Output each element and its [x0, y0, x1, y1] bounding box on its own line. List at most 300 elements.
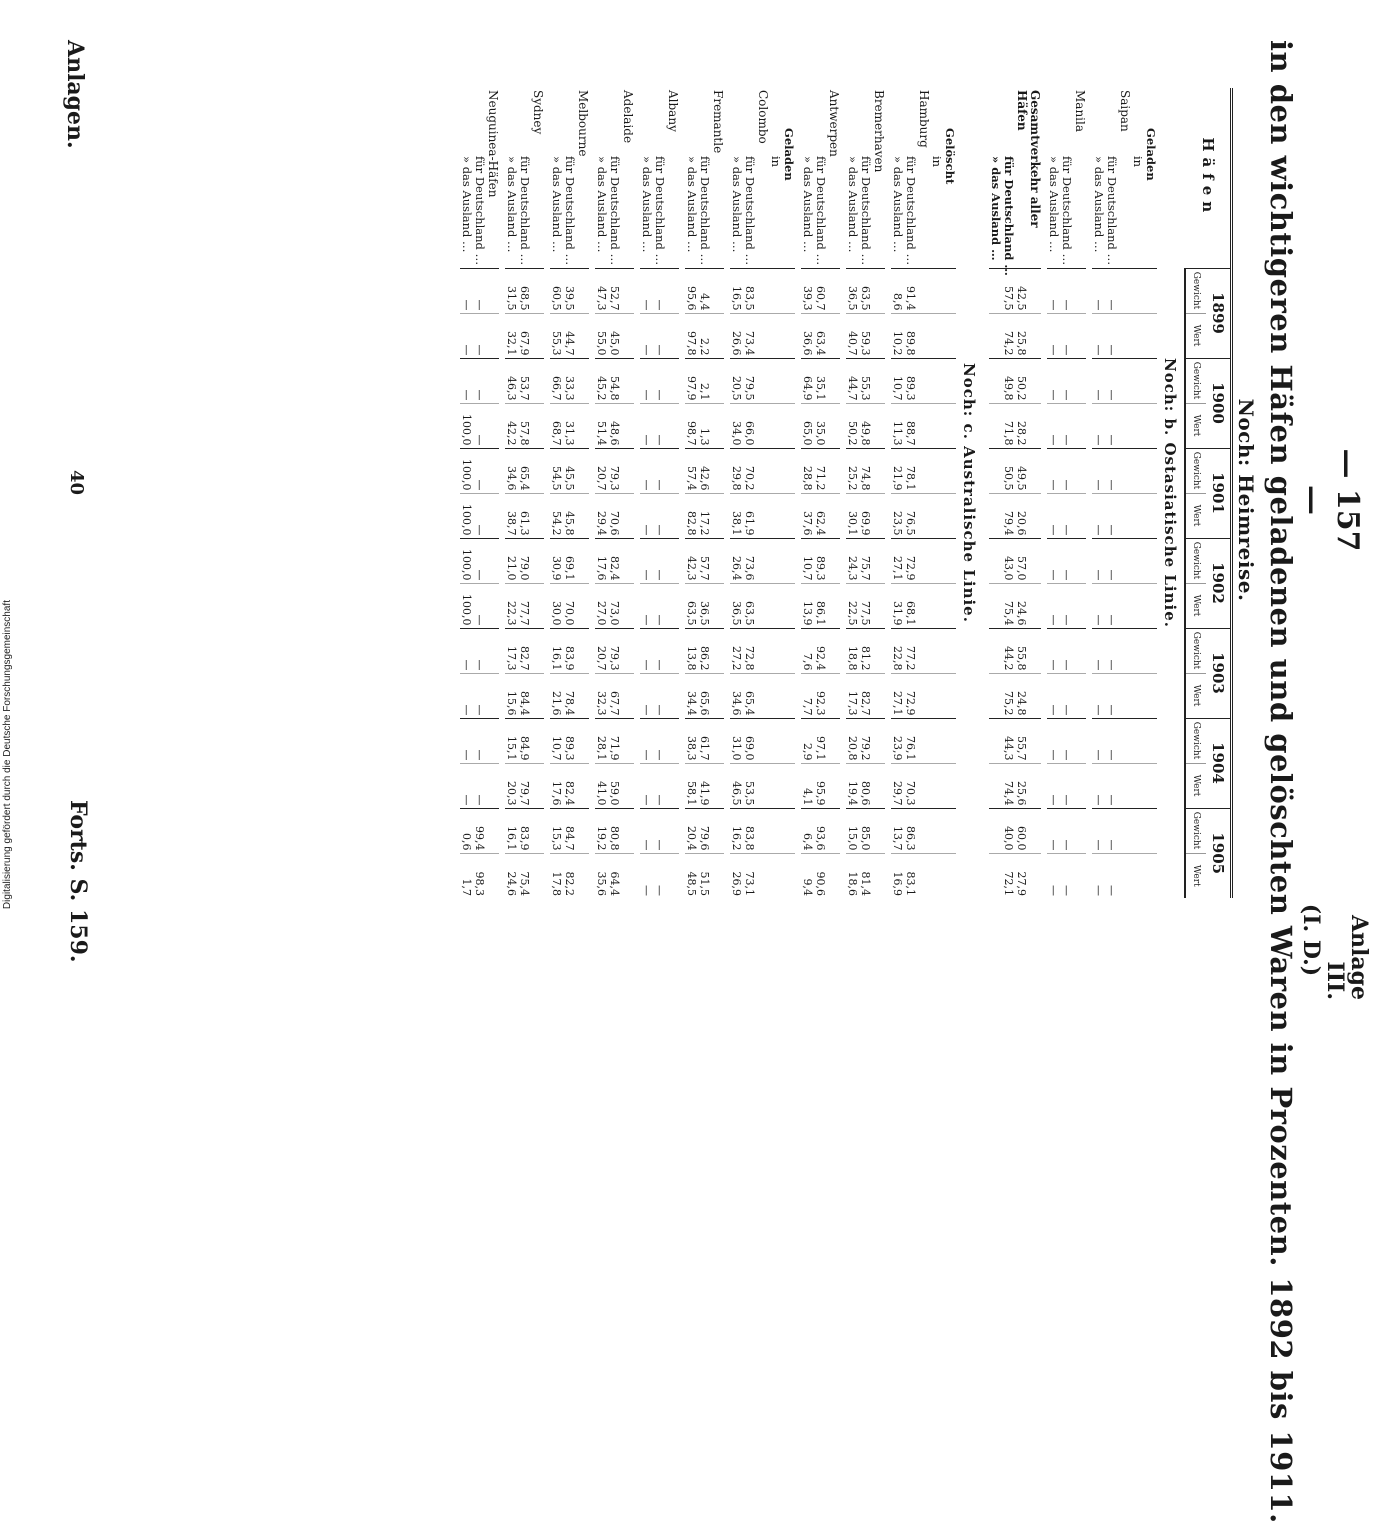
cell-spacer [756, 271, 769, 311]
cell-spacer [486, 766, 499, 806]
gewicht-cell [730, 628, 769, 673]
empty-cell [930, 808, 956, 853]
value-ausland: 50,2 [846, 421, 859, 446]
value-deutschland: — [1060, 885, 1073, 896]
value-deutschland: — [653, 434, 666, 446]
cell-spacer [1073, 586, 1086, 626]
value-ausland: 31,9 [891, 601, 904, 626]
value-deutschland: 2,1 [698, 383, 711, 401]
value-ausland: 31,5 [505, 286, 518, 311]
value-deutschland: 54,8 [608, 376, 621, 401]
cell-spacer [872, 451, 885, 491]
cell-spacer [872, 496, 885, 536]
value-deutschland: 75,4 [518, 871, 531, 896]
value-deutschland: 79,3 [608, 646, 621, 671]
port-name: Albany [666, 90, 680, 132]
wert-cell [730, 763, 769, 808]
value-ausland: 74,4 [1002, 781, 1015, 806]
value-deutschland: 66,0 [743, 421, 756, 446]
value-ausland: — [1047, 704, 1060, 716]
cell-spacer [1073, 856, 1086, 897]
port-cell [640, 88, 679, 268]
value-deutschland: — [1060, 569, 1073, 581]
value-deutschland: — [1105, 614, 1118, 626]
wert-cell [550, 853, 589, 898]
value-ausland: 20,7 [595, 646, 608, 671]
wert-cell [1047, 763, 1086, 808]
wert-cell [685, 313, 724, 358]
value-ausland: 44,7 [846, 376, 859, 401]
empty-cell [1131, 673, 1157, 718]
value-ausland: — [1092, 389, 1105, 401]
gewicht-cell [846, 808, 885, 853]
value-deutschland: 70,0 [563, 601, 576, 626]
value-deutschland: 50,2 [1015, 376, 1028, 401]
empty-cell [1131, 718, 1157, 763]
empty-cell [769, 448, 795, 493]
value-ausland: 100,0 [460, 594, 473, 626]
value-deutschland: — [1060, 614, 1073, 626]
value-ausland: — [1092, 299, 1105, 311]
cell-spacer [666, 271, 679, 311]
port-name: Bremerhaven [872, 90, 886, 173]
cell-spacer [827, 451, 840, 491]
wert-cell [460, 313, 499, 358]
value-ausland: 36,5 [730, 601, 743, 626]
cell-spacer [756, 361, 769, 401]
value-deutschland: 39,5 [563, 286, 576, 311]
value-deutschland: 41,9 [698, 781, 711, 806]
wert-cell [550, 313, 589, 358]
empty-cell [1131, 268, 1157, 313]
value-ausland: 47,3 [595, 286, 608, 311]
value-ausland: 18,8 [846, 646, 859, 671]
cell-spacer [711, 541, 724, 581]
value-ausland: — [1092, 344, 1105, 356]
gewicht-cell [846, 448, 885, 493]
gewicht-cell [730, 268, 769, 313]
value-ausland: — [1092, 704, 1105, 716]
cell-spacer [621, 316, 634, 356]
value-deutschland: — [1060, 839, 1073, 851]
port-name: Neuguinea-Häfen [486, 90, 500, 198]
value-ausland: 97,8 [685, 331, 698, 356]
cell-spacer [486, 361, 499, 401]
cell-spacer [711, 451, 724, 491]
cell-spacer [576, 721, 589, 761]
value-ausland: — [640, 299, 653, 311]
cell-spacer [1073, 676, 1086, 716]
value-ausland: 32,3 [595, 691, 608, 716]
wert-cell [505, 673, 544, 718]
value-ausland: 15,1 [505, 736, 518, 761]
value-deutschland: — [473, 569, 486, 581]
value-deutschland: — [653, 569, 666, 581]
value-ausland: 25,2 [846, 466, 859, 491]
value-ausland: 54,2 [550, 511, 563, 536]
empty-cell [930, 853, 956, 898]
section-heading: Noch: b. Ostasiatische Linie. [1161, 358, 1179, 628]
value-deutschland: — [1105, 479, 1118, 491]
wert-cell [989, 403, 1041, 448]
value-deutschland: 76,1 [904, 736, 917, 761]
value-ausland: 97,9 [685, 376, 698, 401]
gewicht-cell [989, 448, 1041, 493]
value-ausland: 100,0 [460, 549, 473, 581]
value-ausland: 100,0 [460, 414, 473, 446]
value-deutschland: 90,6 [814, 871, 827, 896]
group-heading [1131, 88, 1157, 268]
value-ausland: 16,2 [730, 826, 743, 851]
wert-header: Wert [1185, 403, 1206, 448]
wert-cell [640, 673, 679, 718]
cell-spacer [1118, 496, 1131, 536]
value-ausland: 17,6 [550, 781, 563, 806]
cell-spacer [1073, 766, 1086, 806]
wert-cell [595, 853, 634, 898]
cell-spacer [1118, 586, 1131, 626]
value-ausland: — [640, 569, 653, 581]
dest-deutschland: für Deutschland … [518, 156, 532, 266]
cell-spacer [827, 541, 840, 581]
value-ausland: 27,1 [891, 556, 904, 581]
cell-spacer [621, 676, 634, 716]
value-ausland: 21,6 [550, 691, 563, 716]
table-body [454, 88, 1185, 898]
footer-number: 40 [66, 470, 87, 496]
table-row [595, 88, 634, 898]
empty-cell [769, 718, 795, 763]
wert-cell [730, 403, 769, 448]
value-deutschland: 74,8 [859, 466, 872, 491]
value-ausland: — [460, 659, 473, 671]
value-ausland: 17,6 [595, 556, 608, 581]
value-ausland: — [460, 299, 473, 311]
gewicht-cell [891, 718, 930, 763]
cell-spacer [1118, 451, 1131, 491]
value-ausland: — [640, 885, 653, 896]
value-deutschland: 24,8 [1015, 691, 1028, 716]
value-deutschland: 78,1 [904, 466, 917, 491]
value-ausland: 100,0 [460, 459, 473, 491]
cell-spacer [711, 406, 724, 446]
value-ausland: 28,1 [595, 736, 608, 761]
value-deutschland: 65,6 [698, 691, 711, 716]
value-ausland: 11,3 [891, 421, 904, 446]
dest-ausland: » das Ausland … [550, 156, 564, 253]
value-deutschland: 36,5 [698, 601, 711, 626]
value-ausland: — [460, 389, 473, 401]
value-deutschland: 82,7 [518, 646, 531, 671]
gewicht-cell [595, 358, 634, 403]
wert-cell [685, 493, 724, 538]
gewicht-cell [891, 628, 930, 673]
value-ausland: — [640, 344, 653, 356]
wert-cell [846, 853, 885, 898]
value-deutschland: 83,5 [743, 286, 756, 311]
value-deutschland: 82,7 [859, 691, 872, 716]
value-ausland: 17,3 [505, 646, 518, 671]
cell-spacer [711, 856, 724, 897]
gewicht-cell [846, 718, 885, 763]
value-ausland: — [1092, 749, 1105, 761]
value-ausland: 100,0 [460, 504, 473, 536]
empty-cell [769, 403, 795, 448]
wert-cell [801, 583, 840, 628]
value-deutschland: 97,1 [814, 736, 827, 761]
value-ausland: 24,6 [505, 871, 518, 896]
value-deutschland: 24,6 [1015, 601, 1028, 626]
value-ausland: 18,6 [846, 871, 859, 896]
wert-cell [989, 583, 1041, 628]
gewicht-cell [1047, 538, 1086, 583]
cell-spacer [666, 811, 679, 851]
value-deutschland: — [1105, 885, 1118, 896]
wert-cell [595, 673, 634, 718]
value-ausland: 10,7 [801, 556, 814, 581]
value-deutschland: — [1105, 794, 1118, 806]
section-heading-row [956, 88, 983, 898]
cell-spacer [872, 811, 885, 851]
cell-spacer [711, 766, 724, 806]
value-deutschland: — [1060, 524, 1073, 536]
cell-spacer [872, 676, 885, 716]
gewicht-cell [505, 628, 544, 673]
gewicht-cell [801, 358, 840, 403]
cell-spacer [1028, 856, 1041, 897]
value-ausland: 17,8 [550, 871, 563, 896]
value-ausland: — [640, 479, 653, 491]
value-deutschland: 44,7 [563, 331, 576, 356]
value-deutschland: 83,8 [743, 826, 756, 851]
value-ausland: 71,8 [1002, 421, 1015, 446]
empty-cell [930, 313, 956, 358]
cell-spacer [486, 586, 499, 626]
hafen-header: Häfen [1185, 88, 1232, 268]
gewicht-cell [801, 808, 840, 853]
empty-cell [930, 268, 956, 313]
value-ausland: 23,5 [891, 511, 904, 536]
value-ausland: 19,4 [846, 781, 859, 806]
value-ausland: 10,7 [891, 376, 904, 401]
cell-spacer [1073, 361, 1086, 401]
cell-spacer [917, 631, 930, 671]
cell-spacer [711, 361, 724, 401]
gewicht-cell [595, 448, 634, 493]
empty-cell [1131, 448, 1157, 493]
wert-cell [640, 583, 679, 628]
cell-spacer [756, 676, 769, 716]
value-deutschland: 53,5 [743, 781, 756, 806]
wert-cell [1092, 763, 1131, 808]
value-ausland: 30,0 [550, 601, 563, 626]
port-cell [460, 88, 499, 268]
value-ausland: 29,4 [595, 511, 608, 536]
value-deutschland: 99,4 [473, 826, 486, 851]
value-deutschland: 61,7 [698, 736, 711, 761]
value-ausland: 1,7 [460, 878, 473, 896]
cell-spacer [917, 811, 930, 851]
value-deutschland: — [653, 524, 666, 536]
wert-cell [801, 403, 840, 448]
wert-cell [846, 763, 885, 808]
cell-spacer [756, 451, 769, 491]
digitization-note: Digitalisierung gefördert durch die Deutsche Forschungsgemeinschaft [2, 600, 13, 910]
cell-spacer [621, 811, 634, 851]
value-ausland: 34,6 [505, 466, 518, 491]
value-deutschland: — [1060, 299, 1073, 311]
dest-deutschland: für Deutschland … [1060, 156, 1074, 266]
year-header: 1900 [1206, 358, 1232, 448]
year-header: 1902 [1206, 538, 1232, 628]
value-deutschland: 89,3 [563, 736, 576, 761]
gewicht-header: Gewicht [1185, 718, 1206, 763]
cell-spacer [711, 316, 724, 356]
cell-spacer [917, 496, 930, 536]
value-deutschland: 27,9 [1015, 871, 1028, 896]
wert-cell [1047, 403, 1086, 448]
value-deutschland: — [1060, 389, 1073, 401]
value-ausland: — [640, 704, 653, 716]
value-deutschland: 42,6 [698, 466, 711, 491]
empty-cell [1131, 403, 1157, 448]
gewicht-cell [730, 718, 769, 763]
port-cell [685, 88, 724, 268]
value-deutschland: — [473, 344, 486, 356]
table-row [730, 88, 769, 898]
value-deutschland: 71,9 [608, 736, 621, 761]
cell-spacer [1028, 271, 1041, 311]
empty-cell [930, 763, 956, 808]
section-heading: Noch: c. Australische Linie. [960, 363, 978, 623]
gewicht-cell [460, 538, 499, 583]
value-ausland: — [460, 704, 473, 716]
gewicht-cell [730, 448, 769, 493]
cell-spacer [531, 271, 544, 311]
value-deutschland: 57,0 [1015, 556, 1028, 581]
wert-cell [846, 583, 885, 628]
gewicht-cell [801, 268, 840, 313]
wert-cell [730, 673, 769, 718]
value-deutschland: 92,4 [814, 646, 827, 671]
value-deutschland: — [1060, 794, 1073, 806]
value-deutschland: 93,6 [814, 826, 827, 851]
value-ausland: 65,0 [801, 421, 814, 446]
value-ausland: 46,3 [505, 376, 518, 401]
wert-cell [891, 673, 930, 718]
dest-deutschland: für Deutschland … [1105, 156, 1119, 266]
wert-cell [1047, 673, 1086, 718]
table-row [685, 88, 724, 898]
cell-spacer [576, 586, 589, 626]
port-name: Melbourne [576, 90, 590, 157]
cell-spacer [1028, 316, 1041, 356]
value-ausland: 68,7 [550, 421, 563, 446]
wert-cell [595, 493, 634, 538]
cell-spacer [666, 316, 679, 356]
port-cell [801, 88, 840, 268]
wert-cell [989, 493, 1041, 538]
cell-spacer [711, 271, 724, 311]
value-deutschland: — [473, 794, 486, 806]
table-row [891, 88, 930, 898]
wert-cell [595, 403, 634, 448]
group-heading-label: Geladen [782, 128, 796, 181]
gewicht-cell [595, 628, 634, 673]
dest-deutschland: für Deutschland … [814, 156, 828, 266]
group-heading [930, 88, 956, 268]
value-deutschland: 17,2 [698, 511, 711, 536]
empty-cell [769, 673, 795, 718]
cell-spacer [872, 766, 885, 806]
cell-spacer [666, 631, 679, 671]
value-deutschland: 69,1 [563, 556, 576, 581]
value-deutschland: 68,5 [518, 286, 531, 311]
value-deutschland: 73,6 [743, 556, 756, 581]
empty-cell [930, 673, 956, 718]
wert-cell [891, 763, 930, 808]
gewicht-cell [846, 358, 885, 403]
cell-spacer [576, 496, 589, 536]
cell-spacer [666, 586, 679, 626]
port-name: Gesamtverkehr aller Häfen [1015, 90, 1042, 228]
value-deutschland: — [473, 524, 486, 536]
value-ausland: 55,3 [550, 331, 563, 356]
gewicht-cell [730, 808, 769, 853]
value-deutschland: 25,8 [1015, 331, 1028, 356]
value-deutschland: 88,7 [904, 421, 917, 446]
cell-spacer [531, 811, 544, 851]
cell-spacer [872, 721, 885, 761]
wert-cell [460, 493, 499, 538]
empty-cell [930, 538, 956, 583]
value-deutschland: 79,6 [698, 826, 711, 851]
gewicht-cell [685, 448, 724, 493]
value-deutschland: 64,4 [608, 871, 621, 896]
gewicht-cell [550, 268, 589, 313]
cell-spacer [827, 316, 840, 356]
value-ausland: 40,0 [1002, 826, 1015, 851]
value-deutschland: 89,8 [904, 331, 917, 356]
cell-spacer [666, 406, 679, 446]
value-deutschland: 73,1 [743, 871, 756, 896]
gewicht-cell [1047, 268, 1086, 313]
cell-spacer [531, 856, 544, 897]
year-header: 1904 [1206, 718, 1232, 808]
value-ausland: — [1047, 434, 1060, 446]
dest-ausland: » das Ausland … [846, 156, 860, 253]
cell-spacer [531, 361, 544, 401]
cell-spacer [576, 766, 589, 806]
cell-spacer [1118, 676, 1131, 716]
cell-spacer [756, 811, 769, 851]
value-deutschland: 84,9 [518, 736, 531, 761]
cell-spacer [711, 721, 724, 761]
gewicht-cell [505, 358, 544, 403]
gewicht-cell [989, 538, 1041, 583]
value-ausland: 26,9 [730, 871, 743, 896]
cell-spacer [1073, 541, 1086, 581]
empty-cell [1131, 808, 1157, 853]
cell-spacer [827, 766, 840, 806]
cell-spacer [872, 271, 885, 311]
port-name: Sydney [531, 90, 545, 135]
dest-deutschland: für Deutschland … [473, 156, 487, 266]
port-name: Hamburg [917, 90, 931, 148]
value-deutschland: 45,0 [608, 331, 621, 356]
wert-cell [505, 403, 544, 448]
cell-spacer [872, 631, 885, 671]
